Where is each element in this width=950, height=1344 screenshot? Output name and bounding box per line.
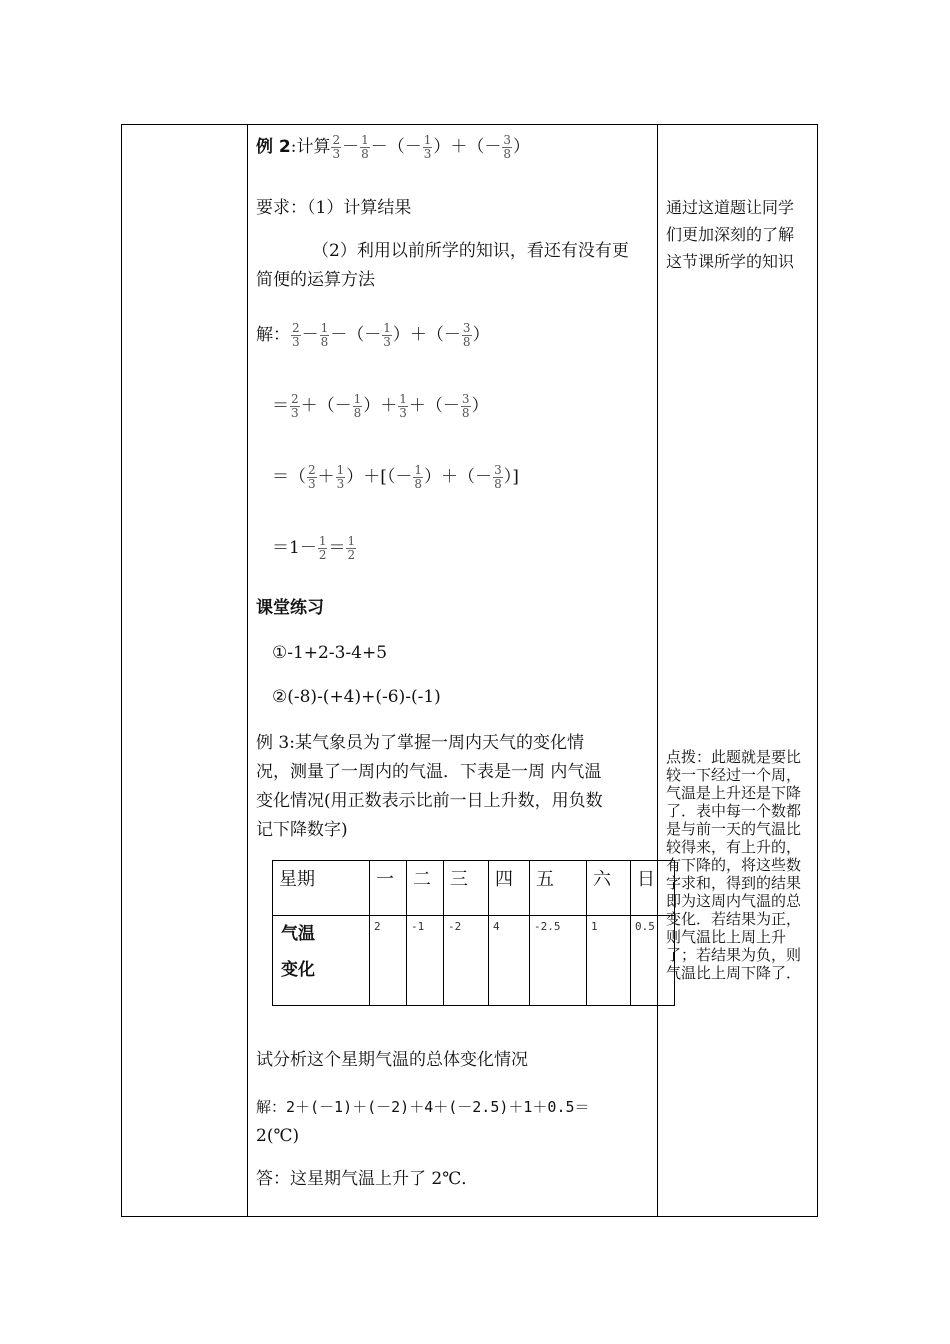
table-day: 五 — [530, 861, 587, 916]
fraction: $\frac{1}{3}$ — [423, 133, 432, 161]
example3-line4: 记下降数字) — [256, 820, 348, 840]
example3-solution-line1: 解：2＋(－1)＋(－2)＋4＋(－2.5)＋1＋0.5＝ — [256, 1098, 590, 1116]
table-value: -1 — [407, 916, 444, 1006]
table-value: -2 — [444, 916, 489, 1006]
fraction: $\frac{3}{8}$ — [462, 321, 471, 349]
fraction: $\frac{2}{3}$ — [332, 133, 341, 161]
practice-item-2: ②(-8)-(+4)+(-6)-(-1) — [272, 687, 441, 707]
fraction: $\frac{1}{8}$ — [320, 321, 329, 349]
table-day: 六 — [587, 861, 631, 916]
hint-note: 点拨：此题就是要比较一下经过一个周，气温是上升还是下降了．表中每一个数都是与前一天的气温比较得来，有上升的，有下降的，将这些数字求和，得到的结果即为这周内气温的总变化．若结果为正，则气温比上周上升了；若结果为负，则气温比上周下降了． — [666, 748, 802, 982]
solution-step-3: ＝（ $\frac{2}{3}$ ＋ $\frac{1}{3}$ ）＋[（－ $\frac{1}{8}$ ）＋（－ $\frac{3}{8}$ ）] — [272, 463, 519, 491]
practice-title: 课堂练习 — [256, 598, 324, 618]
table-day: 三 — [444, 861, 489, 916]
final-line-prefix: ＝1－ — [272, 538, 317, 558]
requirement-2-line2: 简便的运算方法 — [256, 270, 375, 290]
colon: : — [290, 137, 297, 157]
fraction: $\frac{2}{3}$ — [292, 321, 300, 349]
fraction: $\frac{3}{8}$ — [494, 463, 502, 491]
table-day: 日 — [631, 861, 675, 916]
row-label-line1: 气温 — [281, 924, 315, 944]
solution-label: 解： — [256, 325, 290, 345]
table-row — [273, 916, 675, 1006]
example3-line1: 例 3:某气象员为了掌握一周内天气的变化情 — [256, 733, 584, 753]
table-value: 1 — [587, 916, 631, 1006]
table-day: 二 — [407, 861, 444, 916]
fraction: $\frac{1}{3}$ — [399, 392, 407, 420]
requirement-2-line1: （2）利用以前所学的知识，看还有没有更 — [312, 241, 629, 261]
example3-line2: 况，测量了一周内的气温．下表是一周 内气温 — [256, 762, 602, 782]
table-day: 一 — [370, 861, 407, 916]
example3-question: 试分析这个星期气温的总体变化情况 — [256, 1050, 528, 1070]
equals-sign: ＝ — [328, 538, 346, 558]
fraction: $\frac{1}{3}$ — [383, 321, 391, 349]
solution-step-4 — [272, 535, 357, 562]
column-divider-left — [247, 125, 248, 1216]
requirement-1: 要求：（1）计算结果 — [256, 198, 412, 218]
example3-answer: 答：这星期气温上升了 2℃． — [256, 1169, 479, 1189]
table-value: 2 — [370, 916, 407, 1006]
fraction: $\frac{2}{3}$ — [291, 392, 299, 420]
fraction: $\frac{1}{2}$ — [318, 534, 327, 562]
table-header-label: 星期 — [273, 861, 370, 916]
temperature-table — [272, 860, 675, 1006]
example2-heading: 例 2:计算 $\frac{2}{3}$ － $\frac{1}{8}$ －（－ $\frac{1}{3}$ ）＋（－ $\frac{3}{8}$ ） — [256, 133, 531, 161]
fraction: $\frac{1}{3}$ — [336, 463, 345, 491]
fraction: $\frac{1}{8}$ — [361, 133, 369, 161]
fraction: $\frac{3}{8}$ — [503, 133, 512, 161]
solution-step-1: 解： $\frac{2}{3}$ － $\frac{1}{8}$ －（－ $\frac{1}{3}$ ）＋（－ $\frac{3}{8}$ ） — [256, 321, 490, 349]
table-day: 四 — [489, 861, 530, 916]
row-label-line2: 变化 — [281, 960, 315, 980]
solution-step-2: ＝ $\frac{2}{3}$ ＋（－ $\frac{1}{8}$ ）＋ $\frac{1}{3}$ ＋（－ $\frac{3}{8}$ ） — [272, 392, 489, 420]
example3-line3: 变化情况(用正数表示比前一日上升数，用负数 — [256, 791, 603, 811]
fraction: $\frac{2}{3}$ — [308, 463, 316, 491]
column-divider-right — [657, 125, 658, 1216]
table-value: -2.5 — [530, 916, 587, 1006]
table-value: 4 — [489, 916, 530, 1006]
fraction: $\frac{1}{8}$ — [353, 392, 362, 420]
practice-item-1: ①-1+2-3-4+5 — [272, 643, 388, 663]
example2-label: 例 2 — [256, 137, 291, 157]
table-value: 0.5 — [631, 916, 675, 1006]
fraction: $\frac{3}{8}$ — [461, 392, 470, 420]
table-row — [273, 861, 675, 916]
fraction: $\frac{1}{2}$ — [347, 534, 356, 562]
example3-solution-line2: 2(℃) — [256, 1126, 300, 1146]
table-row-label — [273, 916, 370, 1006]
fraction: $\frac{1}{8}$ — [414, 463, 423, 491]
purpose-note: 通过这道题让同学们更加深刻的了解这节课所学的知识 — [666, 198, 795, 271]
calc-word: 计算 — [296, 137, 331, 157]
